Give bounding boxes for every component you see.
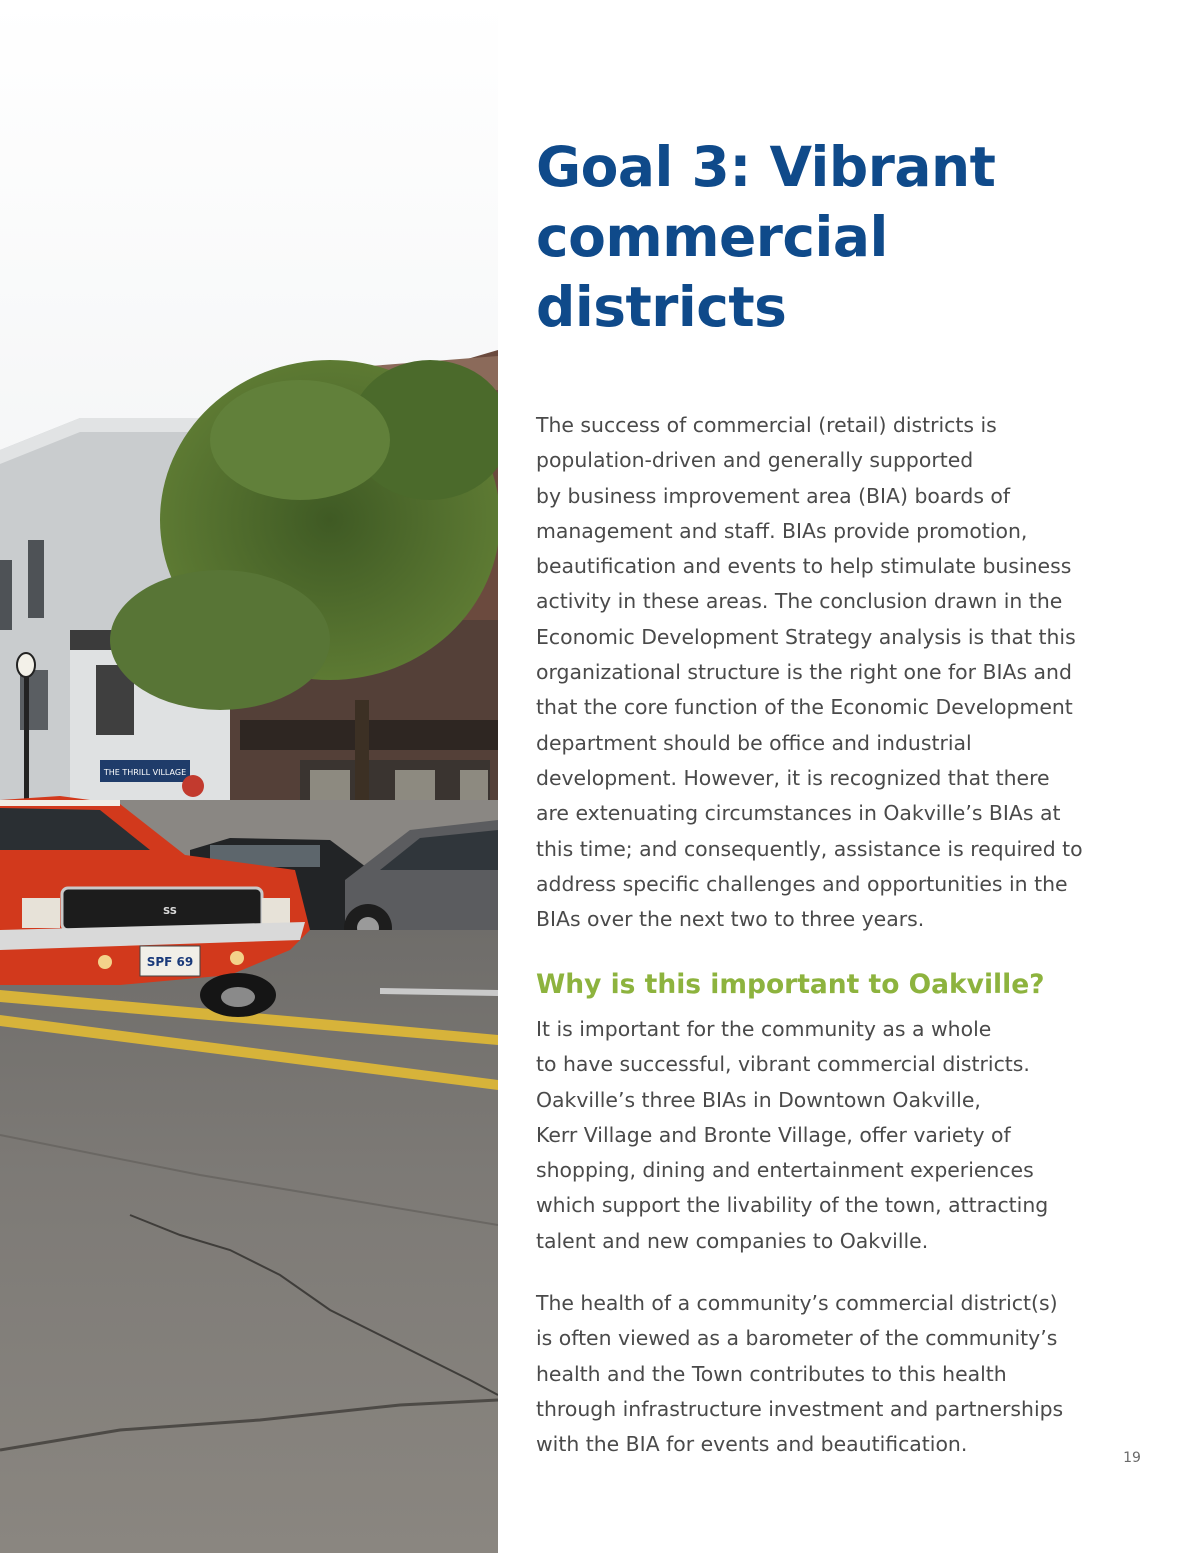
importance-paragraph: It is important for the community as a whole to have successful, vibrant commercial districts. Oakville’s three BIAs in Downtown Oakville, Kerr Village and Bronte Village, offer variety of shopping, dining and entertainment experiences which support the livability of the town, attracting talent and new companies to Oakville. — [536, 1017, 1049, 1253]
page-title: Goal 3: Vibrant commercial districts — [536, 135, 996, 339]
health-paragraph: The health of a community’s commercial district(s) is often viewed as a barometer of the community’s health and the Town contributes to this health through infrastructure investment and partnerships with the BIA for events and beautification. — [536, 1291, 1064, 1457]
street-photo — [0, 0, 498, 1553]
car-badge: SS — [163, 906, 177, 917]
page-number: 19 — [1123, 1450, 1141, 1466]
section-heading: Why is this important to Oakville? — [536, 969, 1045, 1000]
intro-paragraph: The success of commercial (retail) districts is population-driven and generally supported by business improvement area (BIA) boards of management and staff. BIAs provide promotion, beautification and events to help stimulate business activity in these areas. The conclusion drawn in the Economic Development Strategy analysis is that this organizational structure is the right one for BIAs and that the core function of the Economic Development department should be office and industrial development. However, it is recognized that there are extenuating circumstances in Oakville’s BIAs at this time; and consequently, assistance is required to address specific challenges and opportunities in the BIAs over the next two to three years. — [536, 413, 1083, 932]
license-plate: SPF 69 — [146, 955, 194, 969]
store-sign: THE THRILL VILLAGE — [103, 768, 187, 777]
